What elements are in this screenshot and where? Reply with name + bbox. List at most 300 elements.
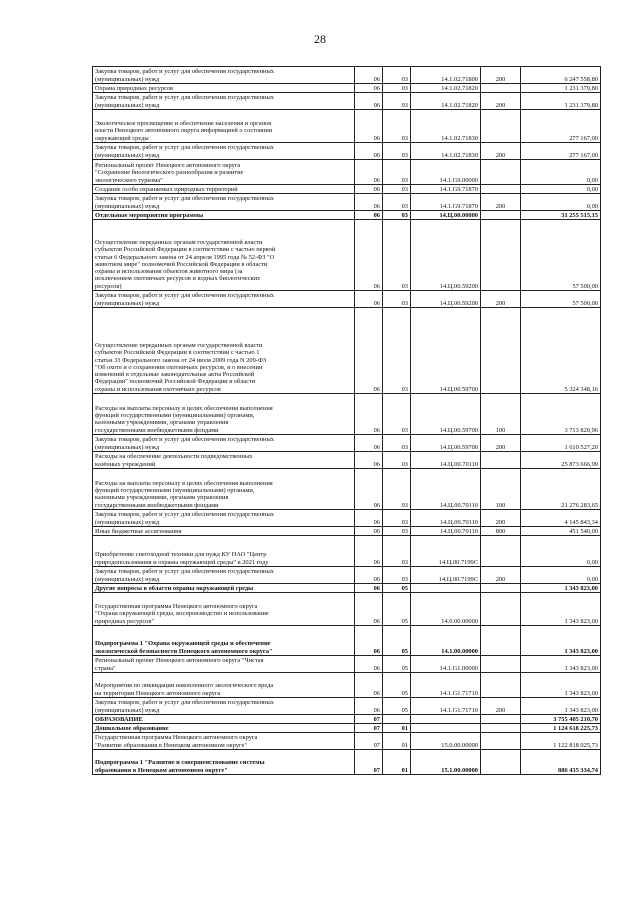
target-article-code-text: 14.1.G1.71710 bbox=[439, 689, 478, 697]
expense-type-code bbox=[481, 308, 521, 394]
expense-name-text: Закупка товаров, работ и услуг для обеспечения государственных (муниципальных) нужд bbox=[95, 68, 274, 83]
expense-type-code bbox=[481, 593, 521, 626]
table-row bbox=[93, 291, 601, 308]
target-article-code bbox=[411, 673, 481, 698]
subsection-code-text: 03 bbox=[401, 176, 408, 184]
section-code-text: 06 bbox=[373, 134, 380, 142]
amount-text: 1 343 823,00 bbox=[564, 689, 598, 697]
expense-type-code bbox=[481, 536, 521, 567]
section-code bbox=[355, 656, 383, 673]
subsection-code-text: 01 bbox=[401, 766, 408, 774]
target-article-code bbox=[411, 194, 481, 211]
expense-type-code-text: 200 bbox=[495, 575, 506, 583]
expense-type-code-text: 200 bbox=[495, 202, 506, 210]
subsection-code-text: 03 bbox=[401, 75, 408, 83]
table-row bbox=[93, 715, 601, 724]
amount-text: 3 713 820,96 bbox=[564, 426, 598, 434]
amount-text: 1 343 823,00 bbox=[564, 706, 598, 714]
expense-name bbox=[93, 698, 355, 715]
table-row bbox=[93, 220, 601, 291]
section-code bbox=[355, 724, 383, 733]
subsection-code bbox=[383, 220, 411, 291]
amount-text: 0,00 bbox=[586, 558, 598, 566]
section-code bbox=[355, 593, 383, 626]
amount-text: 57 500,00 bbox=[572, 282, 598, 290]
table-row bbox=[93, 536, 601, 567]
subsection-code-text: 03 bbox=[401, 151, 408, 159]
subsection-code bbox=[383, 194, 411, 211]
section-code bbox=[355, 160, 383, 185]
target-article-code bbox=[411, 593, 481, 626]
target-article-code-text: 15.0.00.00000 bbox=[441, 741, 478, 749]
table-row bbox=[93, 93, 601, 110]
subsection-code bbox=[383, 527, 411, 536]
amount-text: 886 435 334,74 bbox=[558, 766, 598, 774]
section-code-text: 06 bbox=[373, 151, 380, 159]
expense-type-code bbox=[481, 510, 521, 527]
table-row bbox=[93, 584, 601, 593]
section-code bbox=[355, 84, 383, 93]
subsection-code-text: 03 bbox=[401, 527, 408, 535]
subsection-code bbox=[383, 185, 411, 194]
amount bbox=[521, 567, 601, 584]
expense-type-code bbox=[481, 567, 521, 584]
section-code bbox=[355, 435, 383, 452]
section-code-text: 06 bbox=[373, 584, 380, 592]
expense-name-text: Приобретение снегоходной техники для нужд КУ НАО "Центр природопользования и охраны окружающей среды" в 2021 году bbox=[95, 551, 269, 566]
expense-type-code-text: 200 bbox=[495, 75, 506, 83]
expense-type-code bbox=[481, 626, 521, 656]
amount bbox=[521, 211, 601, 220]
amount bbox=[521, 626, 601, 656]
subsection-code bbox=[383, 673, 411, 698]
table-row bbox=[93, 527, 601, 536]
expense-name-text: Мероприятия по ликвидации накопленного экологического вреда на территории Ненецкого автономного округа bbox=[95, 682, 274, 697]
expense-name-text: Закупка товаров, работ и услуг для обеспечения государственных (муниципальных) нужд bbox=[95, 144, 274, 159]
table-row bbox=[93, 510, 601, 527]
table-row bbox=[93, 84, 601, 93]
target-article-code bbox=[411, 715, 481, 724]
target-article-code-text: 14.1.02.71820 bbox=[441, 84, 478, 92]
expense-type-code bbox=[481, 435, 521, 452]
expense-name bbox=[93, 67, 355, 84]
amount-text: 25 873 666,99 bbox=[561, 460, 598, 468]
amount bbox=[521, 110, 601, 143]
table-row bbox=[93, 143, 601, 160]
expense-type-code bbox=[481, 220, 521, 291]
amount bbox=[521, 733, 601, 750]
budget-table-body bbox=[93, 67, 601, 775]
amount-text: 277 167,00 bbox=[569, 134, 598, 142]
expense-name-text: Региональный проект Ненецкого автономного округа "Чистая страна" bbox=[95, 657, 264, 672]
subsection-code bbox=[383, 435, 411, 452]
section-code-text: 07 bbox=[373, 766, 380, 774]
subsection-code bbox=[383, 93, 411, 110]
amount bbox=[521, 93, 601, 110]
subsection-code bbox=[383, 308, 411, 394]
amount-text: 1 343 823,00 bbox=[564, 617, 598, 625]
target-article-code bbox=[411, 452, 481, 469]
amount-text: 0,00 bbox=[586, 575, 598, 583]
amount bbox=[521, 308, 601, 394]
section-code bbox=[355, 733, 383, 750]
expense-name bbox=[93, 308, 355, 394]
expense-name bbox=[93, 394, 355, 435]
target-article-code-text: 14.1.G9.71870 bbox=[439, 185, 478, 193]
amount-text: 31 255 515,15 bbox=[561, 211, 598, 219]
amount bbox=[521, 698, 601, 715]
subsection-code bbox=[383, 469, 411, 510]
subsection-code-text: 05 bbox=[401, 664, 408, 672]
subsection-code-text: 03 bbox=[401, 426, 408, 434]
section-code-text: 06 bbox=[373, 664, 380, 672]
section-code-text: 06 bbox=[373, 385, 380, 393]
section-code bbox=[355, 715, 383, 724]
subsection-code-text: 03 bbox=[401, 101, 408, 109]
amount bbox=[521, 143, 601, 160]
section-code bbox=[355, 185, 383, 194]
section-code bbox=[355, 626, 383, 656]
expense-name-text: Региональный проект Ненецкого автономного округа "Сохранение биологического разнообразия и развитие экологического туризма" bbox=[95, 162, 244, 184]
section-code-text: 07 bbox=[373, 724, 380, 732]
subsection-code bbox=[383, 750, 411, 775]
amount-text: 1 124 618 225,73 bbox=[553, 724, 598, 732]
expense-type-code bbox=[481, 733, 521, 750]
target-article-code-text: 14.1.G1.00000 bbox=[439, 664, 478, 672]
section-code-text: 07 bbox=[373, 715, 380, 723]
subsection-code bbox=[383, 67, 411, 84]
target-article-code bbox=[411, 93, 481, 110]
subsection-code-text: 03 bbox=[401, 501, 408, 509]
expense-name-text: Государственная программа Ненецкого автономного округа "Развитие образования в Ненецком автономном округе" bbox=[95, 734, 258, 749]
amount-text: 1 343 823,00 bbox=[564, 584, 598, 592]
expense-name-text: Экологическое просвещение и обеспечение населения и органов власти Ненецкого автономного округа информацией о состоянии окружающей среды bbox=[95, 120, 273, 142]
target-article-code-text: 14.Ц.00.70110 bbox=[440, 460, 478, 468]
target-article-code-text: 14.Ц.00.70110 bbox=[440, 501, 478, 509]
amount-text: 0,00 bbox=[586, 176, 598, 184]
target-article-code bbox=[411, 143, 481, 160]
expense-name-text: Закупка товаров, работ и услуг для обеспечения государственных (муниципальных) нужд bbox=[95, 292, 274, 307]
target-article-code-text: 14.Ц.00.59700 bbox=[439, 426, 478, 434]
expense-type-code bbox=[481, 673, 521, 698]
subsection-code-text: 05 bbox=[401, 647, 408, 655]
target-article-code bbox=[411, 469, 481, 510]
expense-type-code-text: 200 bbox=[495, 299, 506, 307]
expense-name bbox=[93, 194, 355, 211]
section-code bbox=[355, 93, 383, 110]
subsection-code bbox=[383, 567, 411, 584]
section-code-text: 06 bbox=[373, 211, 380, 219]
expense-name bbox=[93, 750, 355, 775]
expense-type-code bbox=[481, 110, 521, 143]
expense-name bbox=[93, 452, 355, 469]
target-article-code-text: 14.1.02.71830 bbox=[441, 151, 478, 159]
expense-name-text: Осуществление переданных органам государственной власти субъектов Российской Федерации в соответствии с частью 1 статьи 33 Федерального закона от 24 июля 2009 года N 209-ФЗ "Об охоте и о сохранении охотничьих ресурсов, и о внесении изменений в отдельные законодательные акты Российской Федерации" полномочий Российской Федерации в области охраны и использования охотничьих ресурсов bbox=[95, 341, 267, 393]
subsection-code-text: 05 bbox=[401, 617, 408, 625]
section-code-text: 06 bbox=[373, 176, 380, 184]
target-article-code-text: 14.1.02.71820 bbox=[441, 101, 478, 109]
amount bbox=[521, 452, 601, 469]
table-row bbox=[93, 160, 601, 185]
section-code bbox=[355, 527, 383, 536]
section-code bbox=[355, 291, 383, 308]
expense-name bbox=[93, 673, 355, 698]
target-article-code bbox=[411, 84, 481, 93]
table-row bbox=[93, 593, 601, 626]
expense-name bbox=[93, 93, 355, 110]
subsection-code-text: 03 bbox=[401, 211, 408, 219]
section-code-text: 06 bbox=[373, 426, 380, 434]
target-article-code bbox=[411, 698, 481, 715]
target-article-code-text: 14.Ц.00.59700 bbox=[439, 443, 478, 451]
expense-name bbox=[93, 510, 355, 527]
expense-type-code bbox=[481, 469, 521, 510]
expense-name-text: Закупка товаров, работ и услуг для обеспечения государственных (муниципальных) нужд bbox=[95, 699, 274, 714]
expense-type-code bbox=[481, 185, 521, 194]
amount-text: 1 343 823,00 bbox=[564, 647, 598, 655]
expense-name bbox=[93, 733, 355, 750]
table-row bbox=[93, 394, 601, 435]
expense-type-code bbox=[481, 698, 521, 715]
target-article-code-text: 14.Ц.00.70110 bbox=[440, 518, 478, 526]
section-code bbox=[355, 194, 383, 211]
table-row bbox=[93, 724, 601, 733]
target-article-code-text: 14.1.02.71830 bbox=[441, 134, 478, 142]
amount-text: 1 231 379,80 bbox=[564, 84, 598, 92]
subsection-code bbox=[383, 656, 411, 673]
amount bbox=[521, 185, 601, 194]
amount bbox=[521, 584, 601, 593]
section-code-text: 06 bbox=[373, 460, 380, 468]
target-article-code-text: 14.Ц.00.7199С bbox=[438, 558, 478, 566]
subsection-code-text: 03 bbox=[401, 518, 408, 526]
section-code-text: 06 bbox=[373, 75, 380, 83]
expense-name bbox=[93, 220, 355, 291]
amount bbox=[521, 527, 601, 536]
subsection-code-text: 01 bbox=[401, 724, 408, 732]
target-article-code bbox=[411, 567, 481, 584]
amount bbox=[521, 435, 601, 452]
amount-text: 0,00 bbox=[586, 185, 598, 193]
expense-name-text: ОБРАЗОВАНИЕ bbox=[95, 715, 143, 723]
subsection-code bbox=[383, 584, 411, 593]
target-article-code bbox=[411, 308, 481, 394]
expense-type-code bbox=[481, 291, 521, 308]
expense-name bbox=[93, 211, 355, 220]
expense-name-text: Закупка товаров, работ и услуг для обеспечения государственных (муниципальных) нужд bbox=[95, 94, 274, 109]
subsection-code bbox=[383, 143, 411, 160]
expense-type-code bbox=[481, 93, 521, 110]
subsection-code-text: 03 bbox=[401, 443, 408, 451]
section-code bbox=[355, 584, 383, 593]
subsection-code-text: 01 bbox=[401, 741, 408, 749]
section-code-text: 06 bbox=[373, 202, 380, 210]
expense-name-text: Осуществление переданных органам государственной власти субъектов Российской Федерации в соответствии с частью первой статьи 6 Федерального закона от 24 апреля 1995 года № 52-ФЗ "О животном мире" полномочий Российской Федерации в области охраны и использования объектов животного мира (за исключением охотничьих ресурсов и водных биологических ресурсов) bbox=[95, 238, 276, 290]
expense-name-text: Создание особо охраняемых природных территорий bbox=[95, 185, 238, 193]
amount-text: 1 122 818 025,73 bbox=[553, 741, 598, 749]
table-row bbox=[93, 698, 601, 715]
subsection-code bbox=[383, 211, 411, 220]
target-article-code bbox=[411, 626, 481, 656]
target-article-code-text: 14.0.00.00000 bbox=[441, 617, 478, 625]
target-article-code-text: 14.1.G9.00000 bbox=[439, 176, 478, 184]
expense-type-code-text: 200 bbox=[495, 443, 506, 451]
table-row bbox=[93, 750, 601, 775]
target-article-code-text: 14.Ц.00.00000 bbox=[439, 211, 478, 219]
target-article-code bbox=[411, 291, 481, 308]
subsection-code-text: 03 bbox=[401, 282, 408, 290]
target-article-code bbox=[411, 211, 481, 220]
table-row bbox=[93, 673, 601, 698]
target-article-code-text: 14.Ц.00.59200 bbox=[439, 299, 478, 307]
target-article-code bbox=[411, 527, 481, 536]
section-code-text: 06 bbox=[373, 617, 380, 625]
amount-text: 57 500,00 bbox=[572, 299, 598, 307]
budget-table bbox=[92, 66, 601, 775]
subsection-code bbox=[383, 724, 411, 733]
expense-name bbox=[93, 160, 355, 185]
subsection-code-text: 03 bbox=[401, 299, 408, 307]
section-code bbox=[355, 67, 383, 84]
section-code-text: 06 bbox=[373, 518, 380, 526]
subsection-code-text: 03 bbox=[401, 558, 408, 566]
expense-type-code-text: 200 bbox=[495, 706, 506, 714]
subsection-code bbox=[383, 510, 411, 527]
section-code bbox=[355, 220, 383, 291]
expense-name-text: Дошкольное образование bbox=[95, 724, 169, 732]
expense-name-text: Другие вопросы в области охраны окружающей среды bbox=[95, 584, 254, 592]
subsection-code-text: 03 bbox=[401, 575, 408, 583]
subsection-code bbox=[383, 733, 411, 750]
expense-name-text: Закупка товаров, работ и услуг для обеспечения государственных (муниципальных) нужд bbox=[95, 568, 274, 583]
expense-name-text: Отдельные мероприятия программы bbox=[95, 211, 204, 219]
expense-name bbox=[93, 584, 355, 593]
subsection-code-text: 05 bbox=[401, 706, 408, 714]
section-code-text: 07 bbox=[373, 741, 380, 749]
target-article-code-text: 14.1.G1.71710 bbox=[439, 706, 478, 714]
table-row bbox=[93, 452, 601, 469]
expense-name bbox=[93, 110, 355, 143]
subsection-code bbox=[383, 626, 411, 656]
target-article-code-text: 14.Ц.00.59200 bbox=[439, 282, 478, 290]
amount bbox=[521, 291, 601, 308]
table-row bbox=[93, 211, 601, 220]
target-article-code bbox=[411, 536, 481, 567]
target-article-code-text: 14.1.02.71800 bbox=[441, 75, 478, 83]
amount bbox=[521, 536, 601, 567]
section-code bbox=[355, 510, 383, 527]
subsection-code-text: 03 bbox=[401, 84, 408, 92]
expense-name bbox=[93, 715, 355, 724]
table-row bbox=[93, 308, 601, 394]
subsection-code bbox=[383, 291, 411, 308]
amount bbox=[521, 67, 601, 84]
target-article-code bbox=[411, 160, 481, 185]
section-code-text: 06 bbox=[373, 185, 380, 193]
amount bbox=[521, 220, 601, 291]
expense-type-code bbox=[481, 143, 521, 160]
subsection-code bbox=[383, 715, 411, 724]
amount-text: 1 343 823,00 bbox=[564, 664, 598, 672]
amount bbox=[521, 750, 601, 775]
amount bbox=[521, 394, 601, 435]
expense-name-text: Иные бюджетные ассигнования bbox=[95, 527, 182, 535]
subsection-code bbox=[383, 698, 411, 715]
expense-type-code bbox=[481, 194, 521, 211]
expense-name-text: Государственная программа Ненецкого автономного округа "Охрана окружающей среды, воспроизводство и использование природных ресурсов" bbox=[95, 603, 269, 625]
subsection-code bbox=[383, 110, 411, 143]
target-article-code bbox=[411, 185, 481, 194]
expense-type-code-text: 800 bbox=[495, 527, 506, 535]
expense-type-code bbox=[481, 452, 521, 469]
expense-type-code bbox=[481, 750, 521, 775]
amount bbox=[521, 724, 601, 733]
section-code bbox=[355, 469, 383, 510]
section-code bbox=[355, 673, 383, 698]
amount bbox=[521, 656, 601, 673]
amount-text: 1 610 527,20 bbox=[564, 443, 598, 451]
expense-name bbox=[93, 469, 355, 510]
expense-name bbox=[93, 435, 355, 452]
table-row bbox=[93, 469, 601, 510]
expense-name bbox=[93, 291, 355, 308]
section-code bbox=[355, 110, 383, 143]
amount bbox=[521, 510, 601, 527]
expense-name bbox=[93, 536, 355, 567]
target-article-code-text: 14.1.G9.71870 bbox=[439, 202, 478, 210]
section-code-text: 06 bbox=[373, 527, 380, 535]
expense-name-text: Закупка товаров, работ и услуг для обеспечения государственных (муниципальных) нужд bbox=[95, 436, 274, 451]
expense-name bbox=[93, 527, 355, 536]
amount bbox=[521, 84, 601, 93]
target-article-code-text: 14.Ц.00.59700 bbox=[439, 385, 478, 393]
table-row bbox=[93, 67, 601, 84]
expense-name bbox=[93, 724, 355, 733]
expense-name bbox=[93, 185, 355, 194]
amount-text: 4 145 843,34 bbox=[564, 518, 598, 526]
section-code-text: 06 bbox=[373, 101, 380, 109]
expense-name bbox=[93, 567, 355, 584]
table-row bbox=[93, 194, 601, 211]
expense-name bbox=[93, 626, 355, 656]
table-row bbox=[93, 733, 601, 750]
target-article-code bbox=[411, 584, 481, 593]
section-code-text: 06 bbox=[373, 299, 380, 307]
expense-type-code bbox=[481, 394, 521, 435]
expense-type-code bbox=[481, 724, 521, 733]
table-row bbox=[93, 567, 601, 584]
table-row bbox=[93, 626, 601, 656]
table-row bbox=[93, 435, 601, 452]
subsection-code bbox=[383, 593, 411, 626]
target-article-code bbox=[411, 724, 481, 733]
target-article-code bbox=[411, 220, 481, 291]
subsection-code-text: 05 bbox=[401, 584, 408, 592]
expense-type-code bbox=[481, 527, 521, 536]
subsection-code bbox=[383, 84, 411, 93]
expense-type-code-text: 200 bbox=[495, 101, 506, 109]
amount-text: 277 167,00 bbox=[569, 151, 598, 159]
target-article-code bbox=[411, 110, 481, 143]
amount bbox=[521, 673, 601, 698]
expense-type-code bbox=[481, 67, 521, 84]
expense-name bbox=[93, 84, 355, 93]
section-code-text: 06 bbox=[373, 706, 380, 714]
expense-type-code bbox=[481, 584, 521, 593]
section-code bbox=[355, 308, 383, 394]
amount bbox=[521, 593, 601, 626]
subsection-code-text: 05 bbox=[401, 689, 408, 697]
